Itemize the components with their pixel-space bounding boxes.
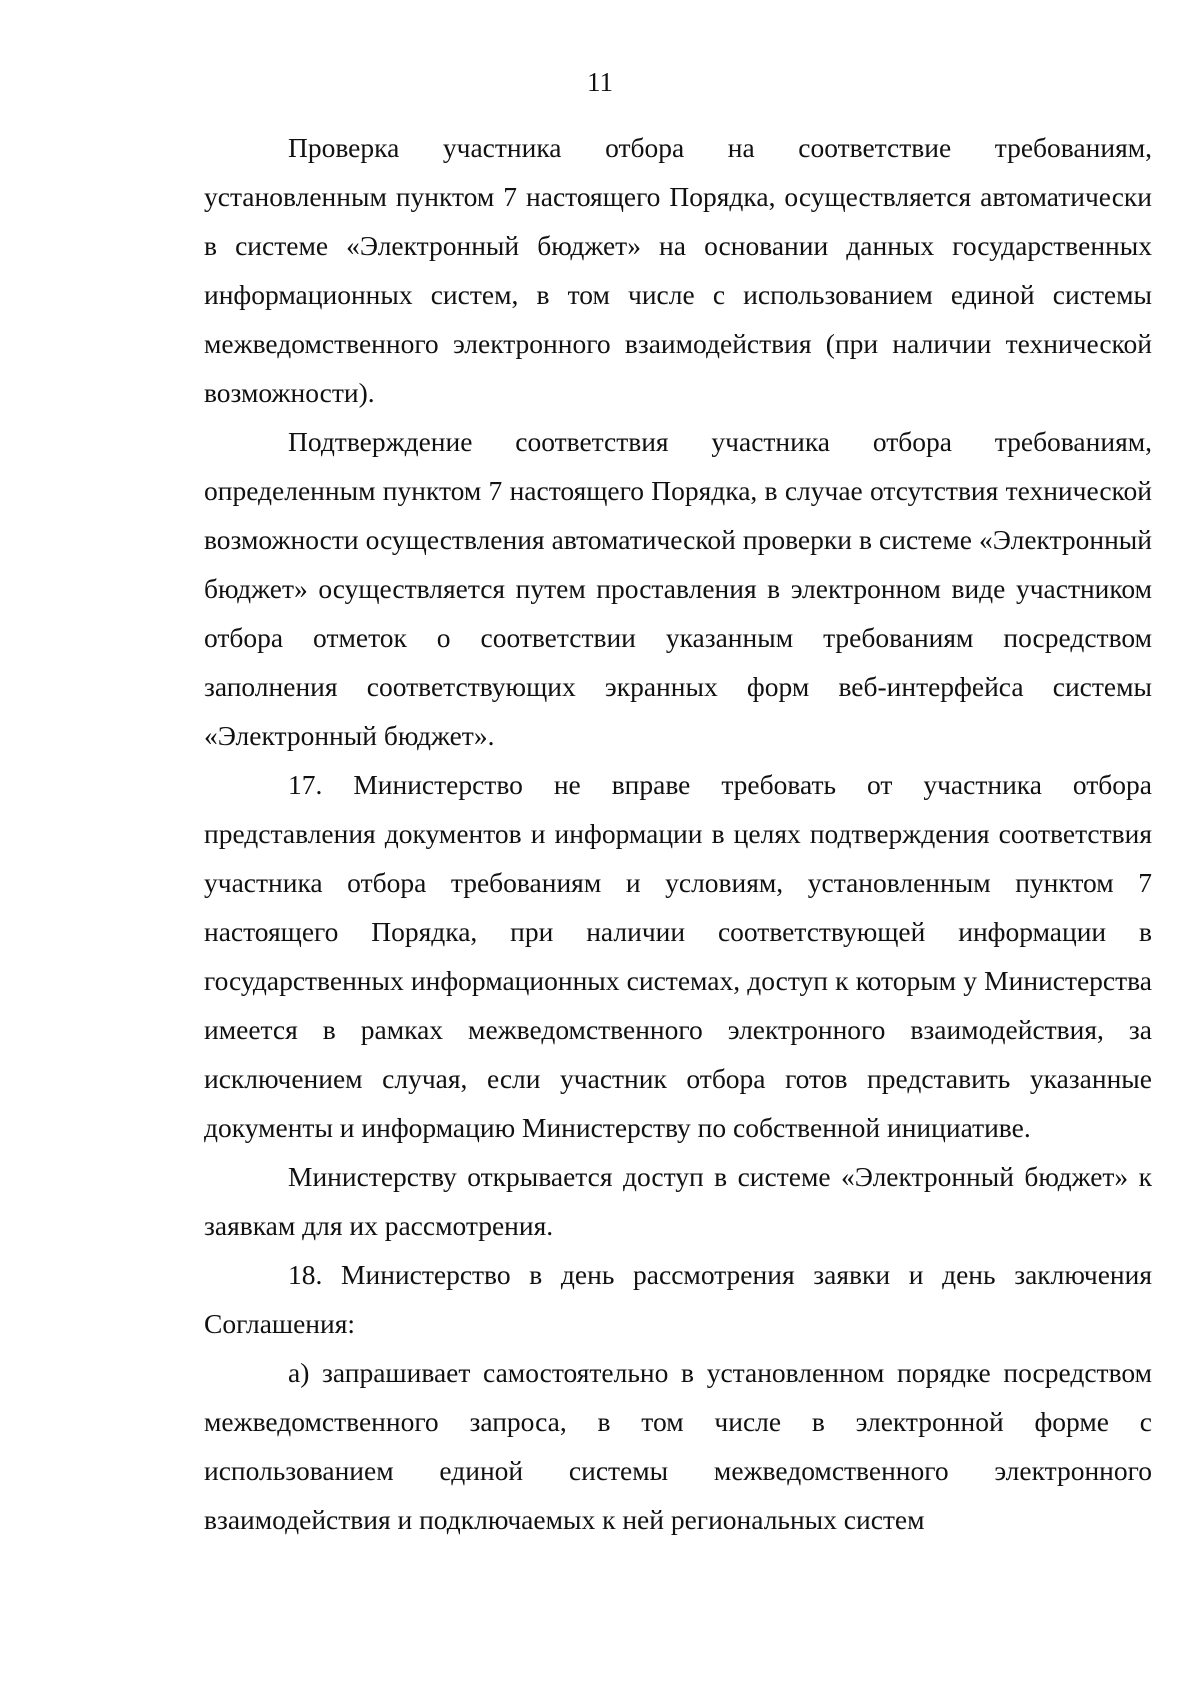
page-number: 11 <box>587 67 613 97</box>
paragraph-access: Министерству открывается доступ в системе «Электронный бюджет» к заявкам для их рассмотрения. <box>204 1161 1152 1241</box>
paragraph-18a: а) запрашивает самостоятельно в установленном порядке посредством межведомственного запроса, в том числе в электронной форме с использованием единой системы межведомственного электронного взаимодействия и подключаемых к ней региональных систем <box>204 1357 1152 1535</box>
document-body <box>204 123 1152 1544</box>
paragraph-confirmation: Подтверждение соответствия участника отбора требованиям, определенным пунктом 7 настоящего Порядка, в случае отсутствия технической возможности осуществления автоматической проверки в системе «Электронный бюджет» осуществляется путем проставления в электронном виде участником отбора отметок о соответствии указанным требованиям посредством заполнения соответствующих экранных форм веб-интерфейса системы «Электронный бюджет». <box>204 426 1152 751</box>
paragraph-17: 17. Министерство не вправе требовать от участника отбора представления документов и информации в целях подтверждения соответствия участника отбора требованиям и условиям, установленным пунктом 7 настоящего Порядка, при наличии соответствующей информации в государственных информационных системах, доступ к которым у Министерства имеется в рамках межведомственного электронного взаимодействия, за исключением случая, если участник отбора готов представить указанные документы и информацию Министерству по собственной инициативе. <box>204 769 1152 1143</box>
paragraph-18: 18. Министерство в день рассмотрения заявки и день заключения Соглашения: <box>204 1259 1152 1339</box>
paragraph-verification: Проверка участника отбора на соответствие требованиям, установленным пунктом 7 настоящего Порядка, осуществляется автоматически в системе «Электронный бюджет» на основании данных государственных информационных систем, в том числе с использованием единой системы межведомственного электронного взаимодействия (при наличии технической возможности). <box>204 132 1152 408</box>
